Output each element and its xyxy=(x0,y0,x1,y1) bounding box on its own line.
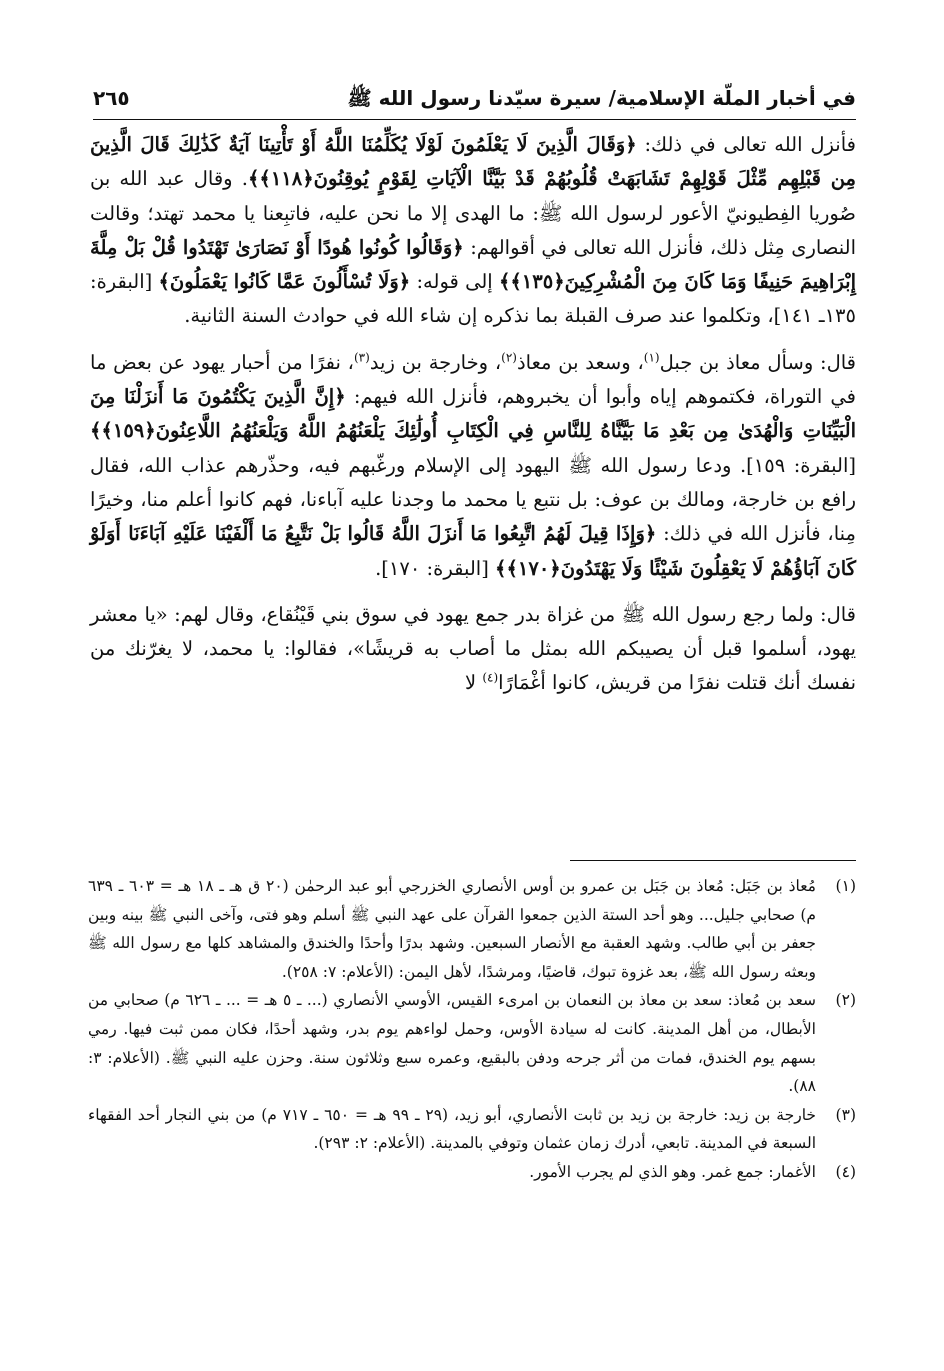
text-segment: ، وخارجة بن زيد xyxy=(369,350,502,374)
text-segment: إلى قوله: xyxy=(410,270,499,294)
text-segment: قال: ولما رجع رسول الله ﷺ من غزاة بدر جمع يهود في سوق بني قَيْنُقاع، وقال لهم: «يا معشر يهود، أسلموا قبل أن يصيبكم الله بمثل ما أصاب به قريشًا»، فقالوا: يا محمد، لا يغرّنك من نفسك أنك قتلت نفرًا من قريش، كانوا أغْمَارًا xyxy=(90,602,856,695)
paragraph-2 xyxy=(90,346,856,586)
text-segment: ، وسعد بن معاذ xyxy=(516,350,644,374)
main-text xyxy=(90,128,856,701)
footnote-number: (٤) xyxy=(835,1162,856,1181)
footnote-number: (١) xyxy=(835,877,856,895)
text-segment: . وقال عبد الله بن صُوريا الفِطيونيّ الأعور لرسول الله ﷺ: ما الهدى إلا ما نحن عليه، فاتبِعنا يا محمد تهتد؛ وقالت النصارى مِثل ذلك، فأنزل الله تعالى في أقوالهم: xyxy=(90,167,856,259)
text-segment: لا xyxy=(465,671,483,695)
footnote-text: الأغمار: جمع غمر. وهو الذي لم يجرب الأمور. xyxy=(529,1162,816,1181)
text-segment: [البقرة: ١٧٠]. xyxy=(375,556,496,580)
footnote-text: سعد بن مُعاذ: سعد بن معاذ بن النعمان بن امرىء القيس، الأوسي الأنصاري (... ـ ٥ هـ = ... ـ ٦٢٦ م) صحابي من الأبطال، من أهل المدينة. كانت له سيادة الأوس، وحمل لواءهم يوم بدر، وشهد أحدًا، فكان ممن ثبت فيها. رمي بسهم يوم الخندق، فمات من أثر جرحه ودفن بالبقيع، وعمره سبع وثلاثون سنة. وحزن عليه النبي ﷺ. (الأعلام: ٣: ٨٨). xyxy=(88,991,816,1096)
page-number: ٢٦٥ xyxy=(93,86,130,110)
footnote xyxy=(88,872,856,986)
footnote-number: (٣) xyxy=(835,1105,856,1124)
quran-verse: ﴿وَإِذَا قِيلَ لَهُمُ اتَّبِعُوا مَا أَنزَلَ اللَّهُ قَالُوا بَلْ نَتَّبِعُ مَا أَلْفَيْنَا عَلَيْهِ آبَاءَنَا أَوَلَوْ كَانَ آبَاؤُهُمْ لَا يَعْقِلُونَ شَيْئًا وَلَا يَهْتَدُونَ﴿١٧٠﴾﴾ xyxy=(90,522,856,580)
quran-verse: ﴿وَقَالَ الَّذِينَ لَا يَعْلَمُونَ لَوْلَا يُكَلِّمُنَا اللَّهُ أَوْ تَأْتِينَا آيَةٌ كَذَٰلِكَ قَالَ الَّذِينَ مِن قَبْلِهِم مِّثْلَ قَوْلِهِمْ تَشَابَهَتْ قُلُوبُهُمْ قَدْ بَيَّنَّا الْآيَاتِ لِقَوْمٍ يُوقِنُونَ﴿١١٨﴾﴾ xyxy=(90,133,856,191)
footnote-reference: (١) xyxy=(643,350,660,365)
quran-verse: ﴿إِنَّ الَّذِينَ يَكْتُمُونَ مَا أَنزَلْنَا مِنَ الْبَيِّنَاتِ وَالْهُدَىٰ مِن بَعْدِ مَا بَيَّنَّاهُ لِلنَّاسِ فِي الْكِتَابِ أُولَٰئِكَ يَلْعَنُهُمُ اللَّهُ وَيَلْعَنُهُمُ اللَّاعِنُونَ﴿١٥٩﴾﴾ xyxy=(90,385,856,443)
footnote-text: خارجة بن زيد: خارجة بن زيد بن ثابت الأنصاري، أبو زيد، (٢٩ ـ ٩٩ هـ = ٦٥٠ ـ ٧١٧ م) من بني النجار أحد الفقهاء السبعة في المدينة. تابعي، أدرك زمان عثمان وتوفي بالمدينة. (الأعلام: ٢: ٢٩٣). xyxy=(88,1105,816,1153)
footnote xyxy=(88,1158,856,1187)
footnote-rule xyxy=(570,860,856,861)
quran-verse: ﴿وَقَالُوا كُونُوا هُودًا أَوْ نَصَارَىٰ تَهْتَدُوا قُلْ بَلْ مِلَّةَ إِبْرَاهِيمَ حَنِيفًا وَمَا كَانَ مِنَ الْمُشْرِكِينَ﴿١٣٥﴾﴾ xyxy=(90,235,856,294)
footnote-reference: (٤) xyxy=(482,670,499,685)
footnotes xyxy=(88,872,856,1187)
page-header xyxy=(93,84,856,120)
footnote-number: (٢) xyxy=(835,991,856,1010)
paragraph-3 xyxy=(90,598,856,701)
paragraph-1 xyxy=(90,128,856,334)
footnote-reference: (٣) xyxy=(353,350,370,365)
footnote-reference: (٢) xyxy=(501,350,517,365)
text-segment: ، نفرًا من أحبار يهود عن بعض ما في التوراة، فكتموهم إياه وأبوا أن يخبروهم، فأنزل الله فيهم: xyxy=(90,350,856,409)
text-segment: [البقرة: ١٣٥ـ ١٤١]، وتكلموا عند صرف القبلة بما نذكره إن شاء الله في حوادث السنة الثانية. xyxy=(90,270,856,328)
footnote-text: مُعاذ بن جَبَل: مُعاذ بن جَبَل بن عمرو بن أوس الأنصاري الخزرجي أبو عبد الرحمٰن (٢٠ ق هـ ـ ١٨ هـ = ٦٠٣ ـ ٦٣٩ م) صحابي جليل... وهو أحد الستة الذين جمعوا القرآن على عهد النبي ﷺ أسلم وهو فتى، وآخى النبي ﷺ بينه وبين جعفر بن أبي طالب. وشهد العقبة مع الأنصار السبعين. وشهد بدرًا وأحدًا والخندق والمشاهد كلها مع رسول الله ﷺ وبعثه رسول الله ﷺ، بعد غزوة تبوك، قاضيًا، ومرشدًا، لأهل اليمن: (الأعلام: ٧: ٢٥٨). xyxy=(88,877,816,981)
header-rule xyxy=(93,119,856,120)
text-segment: فأنزل الله تعالى في ذلك: xyxy=(636,133,856,156)
quran-verse: ﴿وَلَا تُسْأَلُونَ عَمَّا كَانُوا يَعْمَلُونَ﴾ xyxy=(158,270,411,294)
footnote xyxy=(88,986,856,1100)
text-segment: [البقرة: ١٥٩]. ودعا رسول الله ﷺ اليهود إلى الإسلام ورغّبهم فيه، وحذّرهم عذاب الله، فقال رافع بن خارجة، ومالك بن عوف: بل نتبع يا محمد ما وجدنا عليه آباءنا، فهم كانوا أعلم منا، وخيرًا مِنا، فأنزل الله في ذلك: xyxy=(90,453,856,546)
footnote xyxy=(88,1101,856,1158)
running-title: في أخبار الملّة الإسلامية/ سيرة سيّدنا رسول الله ﷺ xyxy=(347,86,856,110)
text-segment: قال: وسأل معاذ بن جبل xyxy=(659,350,857,374)
